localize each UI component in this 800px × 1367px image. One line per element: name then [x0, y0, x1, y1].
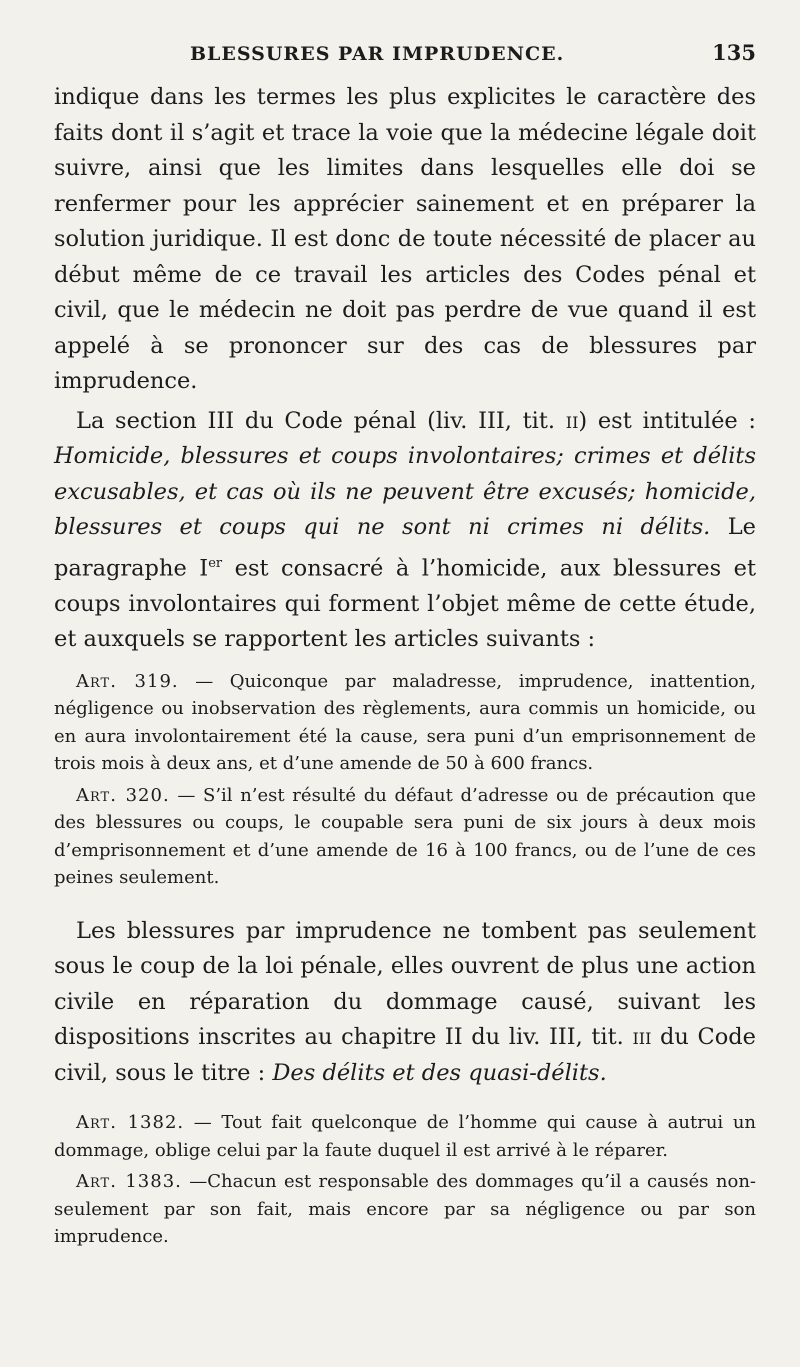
- code-civil-title: Des délits et des quasi-délits.: [272, 1059, 607, 1086]
- code-civil-text: Les blessures par imprudence ne tombent pas seulement sous le coup de la loi pénale, elles ouvrent de plus une action civile en réparation du dommage causé, suivant les dispositions inscrites au chapitre II du liv. III, tit.: [54, 917, 756, 1050]
- paragraph-code-penal: [54, 404, 756, 658]
- paragraph-continuation-text: indique dans les termes les plus explicites le caractère des faits dont il s’agit et trace la voie que la médecine légale doit suivre, ainsi que les limites dans lesquelles elle doi se renfermer pour les apprécier sainement et en préparer la solution juridique. Il est donc de toute nécessité de placer au début même de ce travail les articles des Codes pénal et civil, que le médecin ne doit pas perdre de vue quand il est appelé à se prononcer sur des cas de blessures par imprudence.: [54, 84, 756, 394]
- article-320: [54, 782, 756, 892]
- code-penal-paragraph-sup: er: [208, 555, 223, 571]
- running-title: BLESSURES PAR IMPRUDENCE.: [189, 43, 565, 65]
- article-319: [54, 668, 756, 778]
- article-320-text: — S’il n’est résulté du défaut d’adresse ou de précaution que des blessures ou coups, le coupable sera puni de six jours à deux mois d’emprisonnement et d’une amende de 16 à 100 francs, ou de l’une de ces peines seulement.: [54, 784, 756, 888]
- code-penal-paragraph-word: Le paragraphe I: [54, 514, 756, 581]
- paragraph-code-civil: [54, 914, 756, 1092]
- article-1382: [54, 1109, 756, 1164]
- article-319-text: — Quiconque par maladresse, imprudence, inattention, négligence ou inobservation des règlements, aura commis un homicide, ou en aura involontairement été la cause, sera puni d’un emprisonnement de trois mois à deux ans, et d’une amende de 50 à 600 francs.: [54, 670, 756, 774]
- code-civil-text-end: du Code civil, sous le titre :: [54, 1024, 756, 1086]
- article-320-label: Art. 320.: [76, 784, 170, 806]
- article-1383-text: —Chacun est responsable des dommages qu’il a causés non-seulement par son fait, mais encore par sa négligence ou par son imprudence.: [54, 1171, 756, 1247]
- code-penal-section-title: Homicide, blessures et coups involontaires; crimes et délits excusables, et cas où ils ne peuvent être excusés; homicide, blessures et coups qui ne sont ni crimes ni délits.: [54, 443, 756, 540]
- article-1382-label: Art. 1382.: [76, 1112, 185, 1133]
- code-penal-intro: La section III du Code pénal (liv. III, tit.: [76, 407, 566, 434]
- running-header: [54, 40, 756, 80]
- article-1382-text: — Tout fait quelconque de l’homme qui cause à autrui un dommage, oblige celui par la faute duquel il est arrivé à le réparer.: [54, 1112, 757, 1161]
- code-penal-paragraph-rest: est consacré à l’homicide, aux blessures et coups involontaires qui forment l’objet même de cette étude, et auxquels se rapportent les articles suivants :: [54, 555, 757, 652]
- article-1383: [54, 1168, 756, 1251]
- paragraph-continuation: [54, 80, 756, 400]
- page-number: 135: [712, 40, 756, 65]
- code-penal-tit-number: ii: [565, 407, 579, 434]
- article-319-label: Art. 319.: [76, 670, 179, 692]
- code-civil-tit-number: iii: [632, 1024, 652, 1050]
- code-penal-intro-end: ) est intitulée :: [578, 407, 756, 434]
- article-1383-label: Art. 1383.: [76, 1171, 182, 1192]
